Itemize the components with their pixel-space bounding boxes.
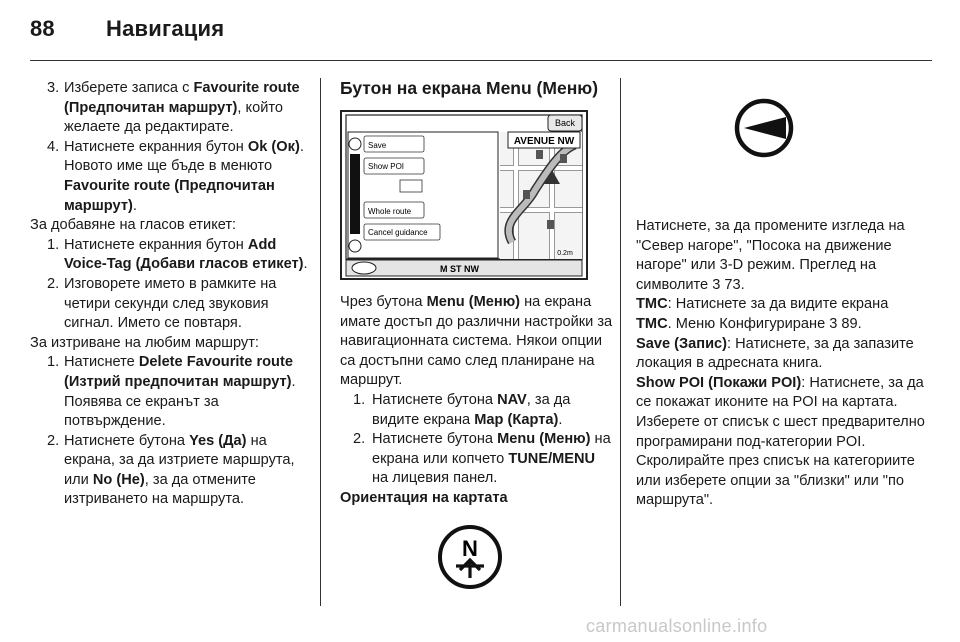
menu-paragraph: Чрез бутона Menu (Меню) на екрана имате достъп до различни настройки за навигационната система. Някои опции са достъпни само след планиране на маршрут. — [340, 294, 613, 389]
left-column — [30, 79, 314, 510]
middle-column — [340, 79, 612, 99]
list-item: 1. Натиснете Delete Favourite route (Изтрий предпочитан маршрут). Появява се екранът за потвърждение. — [47, 354, 296, 430]
orientation-heading: Ориентация на картата — [340, 489, 508, 506]
street-label: AVENUE NW — [513, 136, 575, 147]
list-item: 2. Натиснете бутона Menu (Меню) на екрана или копчето TUNE/MENU на лицевия панел. — [353, 431, 611, 487]
map-area — [500, 132, 582, 259]
page-number: 88 — [30, 16, 55, 41]
compass-letter: N — [462, 536, 478, 561]
view-toggle-icon — [700, 80, 828, 176]
save-paragraph: Save (Запис): Натиснете, за да запазите локация в адресната книга. — [636, 335, 914, 372]
header-rule — [30, 60, 932, 61]
list-item: 4. Натиснете екранния бутон Ok (Ок). Новото име ще бъде в менюто Favourite route (Предпочитан маршрут). — [47, 138, 304, 214]
list-item: 2. Изговорете името в рамките на четири секунди след звуковия сигнал. Името се повтаря. — [47, 275, 277, 332]
middle-column-body — [340, 293, 614, 509]
tmc-paragraph: TMC: Натиснете за да видите екрана TMC. Меню Конфигуриране 3 89. — [636, 296, 889, 332]
voice-tag-intro: За добавяне на гласов етикет: — [30, 217, 237, 234]
watermark: carmanualsonline.info — [586, 616, 768, 636]
nav-menu-screen-illustration — [340, 110, 588, 280]
menu-cancel-guidance-label[interactable]: Cancel guidance — [368, 228, 428, 237]
scale-label: 0.2m — [557, 250, 573, 257]
list-item: 1. Натиснете екранния бутон Add Voice-Tag (Добави гласов етикет). — [47, 236, 308, 273]
view-toggle-paragraph: Натиснете, за да промените изгледа на "Север нагоре", "Посока на движение нагоре" или 3-D режим. Преглед на символите 3 73. — [636, 218, 905, 293]
list-item: 3. Изберете записа с Favourite route (Предпочитан маршрут), който желаете да редактирате. — [47, 80, 300, 136]
show-poi-paragraph: Show POI (Покажи POI): Натиснете, за да се покажат иконите на POI на картата. Изберете от списък с шест предварително програмирани под-категории POI. Скролирайте през списък на категориите или изберете опции за "близки" или "по маршрута". — [636, 374, 925, 509]
column-divider-1 — [320, 78, 321, 606]
right-column — [636, 217, 926, 511]
back-button[interactable]: Back — [554, 118, 576, 128]
north-up-compass-icon — [420, 512, 520, 602]
delete-intro: За изтриване на любим маршрут: — [30, 334, 259, 351]
menu-save-label[interactable]: Save — [368, 141, 387, 150]
list-item: 2. Натиснете бутона Yes (Да) на екрана, за да изтриете маршрута, или No (Не), за да отмените изтриването на маршрута. — [47, 432, 295, 508]
page-header — [30, 16, 224, 42]
page-title: Навигация — [106, 16, 225, 41]
menu-show-poi-label[interactable]: Show POI — [368, 162, 405, 171]
menu-whole-route-label[interactable]: Whole route — [368, 207, 412, 216]
bottom-street-label: M ST NW — [440, 264, 479, 274]
list-item: 1. Натиснете бутона NAV, за да видите екрана Map (Карта). — [353, 391, 571, 428]
menu-section-heading: Бутон на екрана Menu (Меню) — [340, 78, 599, 98]
column-divider-2 — [620, 78, 621, 606]
